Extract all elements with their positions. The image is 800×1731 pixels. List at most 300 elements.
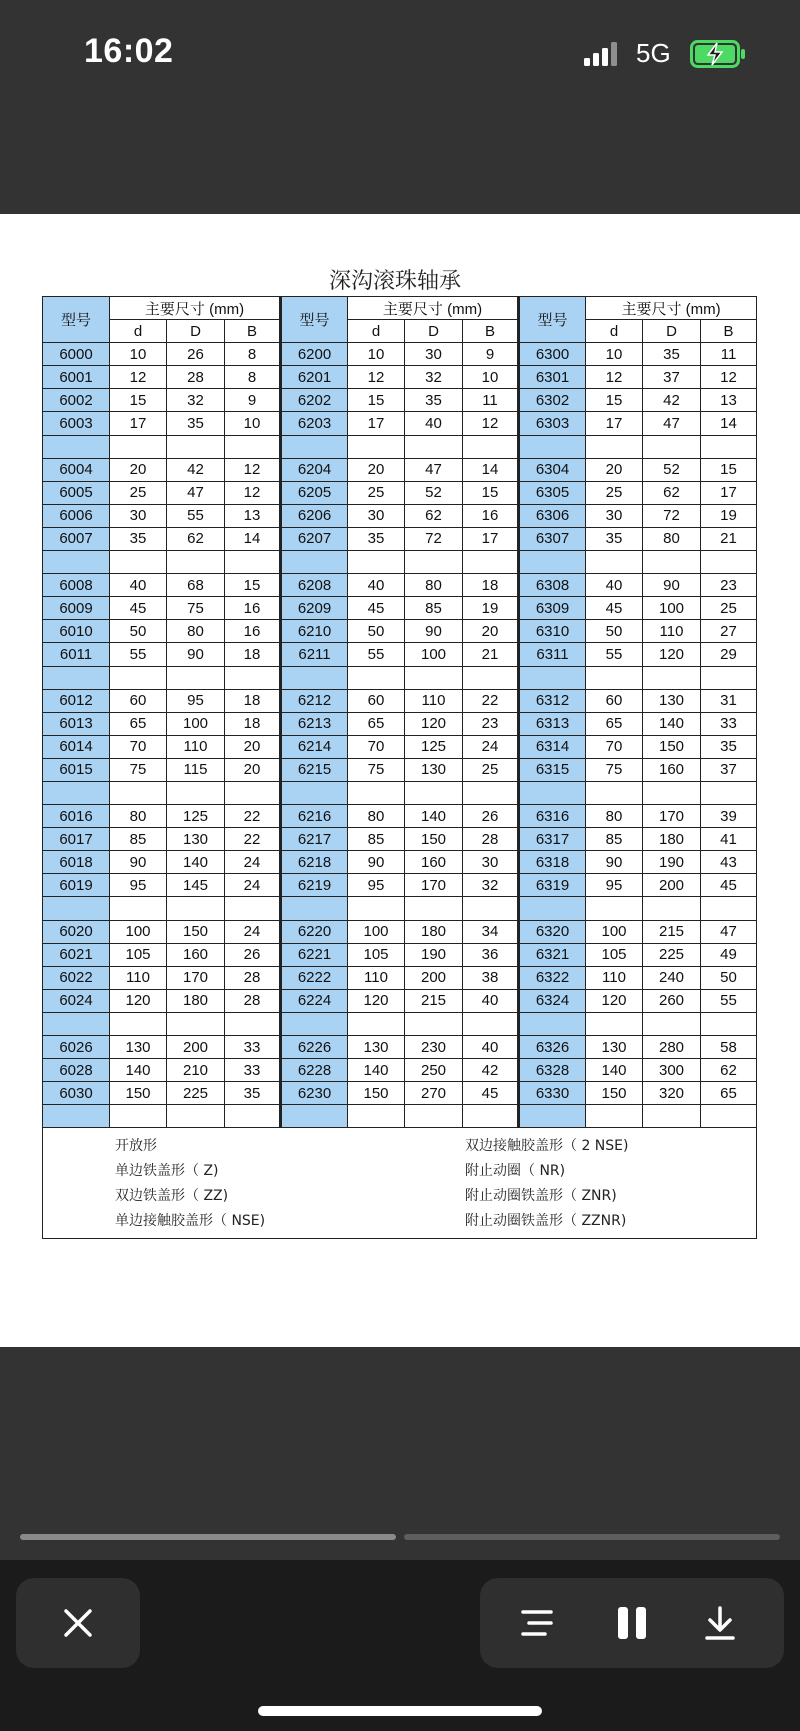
playback-controls: [480, 1578, 784, 1668]
bore-d-cell: 130: [586, 1036, 643, 1059]
model-cell: 6322: [519, 966, 586, 989]
table-row: [43, 620, 757, 643]
empty-cell: [225, 897, 281, 920]
outer-D-cell: 125: [167, 805, 225, 828]
outer-D-cell: 270: [405, 1082, 463, 1105]
close-icon: [62, 1607, 94, 1639]
table-row: [43, 458, 757, 481]
model-cell: 6206: [281, 504, 348, 527]
menu-lines-icon: [519, 1608, 555, 1638]
model-cell: 6222: [281, 966, 348, 989]
model-cell: 6314: [519, 735, 586, 758]
model-cell: 6020: [43, 920, 110, 943]
empty-cell: [225, 551, 281, 574]
model-cell: 6213: [281, 712, 348, 735]
bore-d-cell: 35: [348, 527, 405, 550]
bore-d-cell: 25: [110, 481, 167, 504]
width-B-cell: 14: [701, 412, 757, 435]
model-cell: 6208: [281, 574, 348, 597]
outer-D-cell: 80: [405, 574, 463, 597]
empty-cell: [701, 781, 757, 804]
outer-D-cell: 72: [405, 527, 463, 550]
outer-D-cell: 230: [405, 1036, 463, 1059]
bottom-toolbar: [0, 1560, 800, 1731]
empty-cell: [110, 897, 167, 920]
outer-D-cell: 170: [643, 805, 701, 828]
width-B-cell: 28: [225, 989, 281, 1012]
note-item: 双边接触胶盖形（ 2 NSE): [465, 1138, 629, 1155]
cellular-signal-icon: [584, 42, 620, 66]
width-B-cell: 12: [463, 412, 519, 435]
width-B-cell: 21: [701, 527, 757, 550]
empty-cell: [463, 551, 519, 574]
page-indicator-segment[interactable]: [20, 1534, 396, 1540]
bore-d-cell: 45: [586, 597, 643, 620]
width-B-cell: 24: [225, 851, 281, 874]
table-row: [43, 481, 757, 504]
bore-d-cell: 80: [586, 805, 643, 828]
empty-cell: [348, 666, 405, 689]
outer-D-cell: 130: [167, 828, 225, 851]
model-cell: 6012: [43, 689, 110, 712]
model-cell: 6324: [519, 989, 586, 1012]
width-B-cell: 15: [225, 574, 281, 597]
width-B-cell: 22: [463, 689, 519, 712]
width-B-cell: 65: [701, 1082, 757, 1105]
model-cell: 6209: [281, 597, 348, 620]
empty-cell: [586, 551, 643, 574]
outer-D-cell: 190: [405, 943, 463, 966]
empty-cell: [701, 897, 757, 920]
outer-D-cell: 55: [167, 504, 225, 527]
bearing-table: [42, 296, 757, 1239]
empty-cell: [405, 897, 463, 920]
note-item: 开放形: [115, 1138, 157, 1155]
column-header-main: 主要尺寸 (mm): [586, 297, 757, 320]
bore-d-cell: 120: [110, 989, 167, 1012]
width-B-cell: 8: [225, 343, 281, 366]
empty-cell: [701, 551, 757, 574]
bore-d-cell: 30: [586, 504, 643, 527]
status-bar: [0, 0, 800, 214]
outer-D-cell: 90: [643, 574, 701, 597]
empty-cell: [643, 551, 701, 574]
width-B-cell: 33: [225, 1036, 281, 1059]
table-row: [43, 735, 757, 758]
width-B-cell: 41: [701, 828, 757, 851]
width-B-cell: 40: [463, 989, 519, 1012]
outer-D-cell: 300: [643, 1059, 701, 1082]
width-B-cell: 16: [463, 504, 519, 527]
outer-D-cell: 120: [643, 643, 701, 666]
close-button[interactable]: [16, 1578, 140, 1668]
page-scrubber[interactable]: [0, 1534, 800, 1542]
pause-button[interactable]: [597, 1578, 667, 1668]
bore-d-cell: 35: [586, 527, 643, 550]
model-cell: [281, 781, 348, 804]
bore-d-cell: 20: [348, 458, 405, 481]
table-row: [43, 412, 757, 435]
bore-d-cell: 100: [586, 920, 643, 943]
empty-cell: [348, 1012, 405, 1035]
spacer-row: [43, 897, 757, 920]
outer-D-cell: 225: [643, 943, 701, 966]
width-B-cell: 23: [701, 574, 757, 597]
model-cell: [281, 1012, 348, 1035]
outer-D-cell: 215: [405, 989, 463, 1012]
model-cell: 6016: [43, 805, 110, 828]
model-cell: 6303: [519, 412, 586, 435]
width-B-cell: 28: [225, 966, 281, 989]
width-B-cell: 24: [225, 920, 281, 943]
bore-d-cell: 105: [348, 943, 405, 966]
column-header-D: D: [405, 320, 463, 343]
model-cell: [281, 666, 348, 689]
empty-cell: [405, 551, 463, 574]
outer-D-cell: 120: [405, 712, 463, 735]
bore-d-cell: 50: [586, 620, 643, 643]
model-cell: 6010: [43, 620, 110, 643]
bore-d-cell: 50: [348, 620, 405, 643]
network-type: 5G: [636, 38, 671, 68]
outer-D-cell: 75: [167, 597, 225, 620]
bore-d-cell: 10: [348, 343, 405, 366]
bore-d-cell: 65: [110, 712, 167, 735]
empty-cell: [586, 1012, 643, 1035]
width-B-cell: 11: [463, 389, 519, 412]
column-header-B: B: [225, 320, 281, 343]
model-cell: [43, 435, 110, 458]
width-B-cell: 18: [225, 712, 281, 735]
bore-d-cell: 70: [348, 735, 405, 758]
model-cell: 6006: [43, 504, 110, 527]
empty-cell: [701, 1012, 757, 1035]
bore-d-cell: 40: [348, 574, 405, 597]
empty-cell: [110, 781, 167, 804]
width-B-cell: 30: [463, 851, 519, 874]
width-B-cell: 18: [463, 574, 519, 597]
model-cell: 6201: [281, 366, 348, 389]
model-cell: 6018: [43, 851, 110, 874]
empty-cell: [110, 551, 167, 574]
document-title: 深沟滚珠轴承: [328, 269, 461, 294]
width-B-cell: 24: [225, 874, 281, 897]
model-cell: 6030: [43, 1082, 110, 1105]
outer-D-cell: 215: [643, 920, 701, 943]
model-cell: [43, 666, 110, 689]
bore-d-cell: 15: [586, 389, 643, 412]
model-cell: 6221: [281, 943, 348, 966]
outer-D-cell: 52: [405, 481, 463, 504]
outer-D-cell: 150: [405, 828, 463, 851]
model-cell: 6315: [519, 758, 586, 781]
width-B-cell: 8: [225, 366, 281, 389]
model-cell: 6305: [519, 481, 586, 504]
width-B-cell: 37: [701, 758, 757, 781]
width-B-cell: 33: [701, 712, 757, 735]
width-B-cell: 12: [225, 481, 281, 504]
bore-d-cell: 15: [110, 389, 167, 412]
model-cell: 6306: [519, 504, 586, 527]
outer-D-cell: 90: [167, 643, 225, 666]
model-cell: 6214: [281, 735, 348, 758]
outer-D-cell: 180: [643, 828, 701, 851]
home-indicator[interactable]: [258, 1706, 542, 1716]
bore-d-cell: 90: [348, 851, 405, 874]
table-row: [43, 343, 757, 366]
bore-d-cell: 140: [110, 1059, 167, 1082]
empty-cell: [110, 435, 167, 458]
model-cell: 6204: [281, 458, 348, 481]
outer-D-cell: 150: [643, 735, 701, 758]
empty-cell: [167, 1012, 225, 1035]
width-B-cell: 39: [701, 805, 757, 828]
bore-d-cell: 60: [110, 689, 167, 712]
width-B-cell: 58: [701, 1036, 757, 1059]
note-item: 单边铁盖形（ Z): [115, 1163, 219, 1180]
bore-d-cell: 105: [586, 943, 643, 966]
width-B-cell: 32: [463, 874, 519, 897]
model-cell: 6321: [519, 943, 586, 966]
model-cell: [43, 551, 110, 574]
model-cell: 6217: [281, 828, 348, 851]
model-cell: [519, 435, 586, 458]
empty-cell: [405, 781, 463, 804]
model-cell: 6202: [281, 389, 348, 412]
column-header-B: B: [463, 320, 519, 343]
empty-cell: [586, 1105, 643, 1128]
model-cell: 6024: [43, 989, 110, 1012]
outer-D-cell: 170: [167, 966, 225, 989]
bore-d-cell: 55: [110, 643, 167, 666]
model-cell: 6211: [281, 643, 348, 666]
outer-D-cell: 37: [643, 366, 701, 389]
bore-d-cell: 17: [586, 412, 643, 435]
model-cell: 6203: [281, 412, 348, 435]
width-B-cell: 26: [225, 943, 281, 966]
bore-d-cell: 130: [110, 1036, 167, 1059]
table-row: [43, 504, 757, 527]
download-icon: [702, 1605, 738, 1641]
outer-D-cell: 200: [167, 1036, 225, 1059]
empty-cell: [225, 781, 281, 804]
pause-icon: [615, 1606, 649, 1640]
model-cell: 6207: [281, 527, 348, 550]
width-B-cell: 23: [463, 712, 519, 735]
bore-d-cell: 20: [110, 458, 167, 481]
bore-d-cell: 95: [348, 874, 405, 897]
outer-D-cell: 62: [643, 481, 701, 504]
model-cell: 6011: [43, 643, 110, 666]
model-cell: [519, 1105, 586, 1128]
model-cell: 6019: [43, 874, 110, 897]
bore-d-cell: 60: [348, 689, 405, 712]
width-B-cell: 19: [463, 597, 519, 620]
outer-D-cell: 40: [405, 412, 463, 435]
bore-d-cell: 12: [348, 366, 405, 389]
empty-cell: [701, 1105, 757, 1128]
model-cell: 6226: [281, 1036, 348, 1059]
model-cell: 6009: [43, 597, 110, 620]
width-B-cell: 31: [701, 689, 757, 712]
model-cell: 6320: [519, 920, 586, 943]
model-cell: 6317: [519, 828, 586, 851]
width-B-cell: 18: [225, 689, 281, 712]
empty-cell: [167, 435, 225, 458]
table-subheader-row: [43, 320, 757, 343]
bore-d-cell: 60: [586, 689, 643, 712]
model-cell: 6004: [43, 458, 110, 481]
bore-d-cell: 100: [110, 920, 167, 943]
width-B-cell: 16: [225, 620, 281, 643]
column-header-d: d: [348, 320, 405, 343]
outer-D-cell: 170: [405, 874, 463, 897]
outer-D-cell: 32: [167, 389, 225, 412]
outer-D-cell: 62: [167, 527, 225, 550]
model-cell: 6230: [281, 1082, 348, 1105]
outer-D-cell: 130: [405, 758, 463, 781]
outer-D-cell: 62: [405, 504, 463, 527]
empty-cell: [701, 666, 757, 689]
width-B-cell: 18: [225, 643, 281, 666]
empty-cell: [643, 1012, 701, 1035]
width-B-cell: 9: [463, 343, 519, 366]
empty-cell: [643, 435, 701, 458]
outer-D-cell: 85: [405, 597, 463, 620]
spacer-row: [43, 1105, 757, 1128]
page-indicator-segment[interactable]: [404, 1534, 780, 1540]
column-header-d: d: [586, 320, 643, 343]
width-B-cell: 47: [701, 920, 757, 943]
width-B-cell: 22: [225, 828, 281, 851]
empty-cell: [463, 435, 519, 458]
width-B-cell: 43: [701, 851, 757, 874]
bore-d-cell: 100: [348, 920, 405, 943]
width-B-cell: 15: [463, 481, 519, 504]
width-B-cell: 50: [701, 966, 757, 989]
outer-D-cell: 47: [643, 412, 701, 435]
empty-cell: [167, 666, 225, 689]
battery-charging-icon: [690, 40, 746, 68]
outer-D-cell: 100: [643, 597, 701, 620]
empty-cell: [225, 435, 281, 458]
table-row: [43, 389, 757, 412]
width-B-cell: 14: [463, 458, 519, 481]
notes-right: [465, 1134, 628, 1234]
column-header-d: d: [110, 320, 167, 343]
outer-D-cell: 160: [405, 851, 463, 874]
bore-d-cell: 110: [586, 966, 643, 989]
table-header-row: [43, 297, 757, 320]
download-button[interactable]: [685, 1578, 755, 1668]
width-B-cell: 25: [701, 597, 757, 620]
outer-D-cell: 210: [167, 1059, 225, 1082]
table-row: [43, 574, 757, 597]
outer-D-cell: 140: [167, 851, 225, 874]
bore-d-cell: 95: [110, 874, 167, 897]
model-cell: 6200: [281, 343, 348, 366]
table-row: [43, 1059, 757, 1082]
bore-d-cell: 70: [586, 735, 643, 758]
width-B-cell: 24: [463, 735, 519, 758]
model-cell: [519, 551, 586, 574]
model-cell: [281, 1105, 348, 1128]
notes-left: [43, 1134, 465, 1234]
bore-d-cell: 45: [348, 597, 405, 620]
spacer-row: [43, 781, 757, 804]
width-B-cell: 27: [701, 620, 757, 643]
bore-d-cell: 80: [348, 805, 405, 828]
model-cell: 6224: [281, 989, 348, 1012]
model-cell: 6309: [519, 597, 586, 620]
outer-D-cell: 52: [643, 458, 701, 481]
empty-cell: [225, 1012, 281, 1035]
width-B-cell: 20: [225, 735, 281, 758]
table-row: [43, 643, 757, 666]
table-row: [43, 805, 757, 828]
bore-d-cell: 120: [348, 989, 405, 1012]
empty-cell: [405, 666, 463, 689]
model-cell: 6302: [519, 389, 586, 412]
model-cell: 6028: [43, 1059, 110, 1082]
width-B-cell: 28: [463, 828, 519, 851]
table-row: [43, 989, 757, 1012]
menu-button[interactable]: [502, 1578, 572, 1668]
bore-d-cell: 80: [110, 805, 167, 828]
width-B-cell: 22: [225, 805, 281, 828]
outer-D-cell: 200: [405, 966, 463, 989]
table-row: [43, 1082, 757, 1105]
document-image[interactable]: [0, 214, 800, 1347]
bore-d-cell: 90: [110, 851, 167, 874]
width-B-cell: 33: [225, 1059, 281, 1082]
outer-D-cell: 260: [643, 989, 701, 1012]
table-row: [43, 966, 757, 989]
notes-row: [43, 1128, 757, 1239]
table-row: [43, 943, 757, 966]
width-B-cell: 10: [463, 366, 519, 389]
model-cell: 6311: [519, 643, 586, 666]
empty-cell: [586, 781, 643, 804]
outer-D-cell: 250: [405, 1059, 463, 1082]
column-header-B: B: [701, 320, 757, 343]
bore-d-cell: 90: [586, 851, 643, 874]
bore-d-cell: 40: [110, 574, 167, 597]
table-row: [43, 689, 757, 712]
width-B-cell: 20: [463, 620, 519, 643]
note-item: 双边铁盖形（ ZZ): [115, 1188, 229, 1205]
model-cell: 6216: [281, 805, 348, 828]
bore-d-cell: 85: [110, 828, 167, 851]
outer-D-cell: 190: [643, 851, 701, 874]
width-B-cell: 17: [463, 527, 519, 550]
empty-cell: [643, 781, 701, 804]
outer-D-cell: 28: [167, 366, 225, 389]
outer-D-cell: 32: [405, 366, 463, 389]
width-B-cell: 10: [225, 412, 281, 435]
width-B-cell: 17: [701, 481, 757, 504]
model-cell: 6218: [281, 851, 348, 874]
clock: 16:02: [84, 32, 174, 70]
table-row: [43, 366, 757, 389]
width-B-cell: 55: [701, 989, 757, 1012]
column-header-main: 主要尺寸 (mm): [348, 297, 519, 320]
model-cell: 6205: [281, 481, 348, 504]
width-B-cell: 13: [701, 389, 757, 412]
table-row: [43, 1036, 757, 1059]
bore-d-cell: 25: [586, 481, 643, 504]
model-cell: 6228: [281, 1059, 348, 1082]
